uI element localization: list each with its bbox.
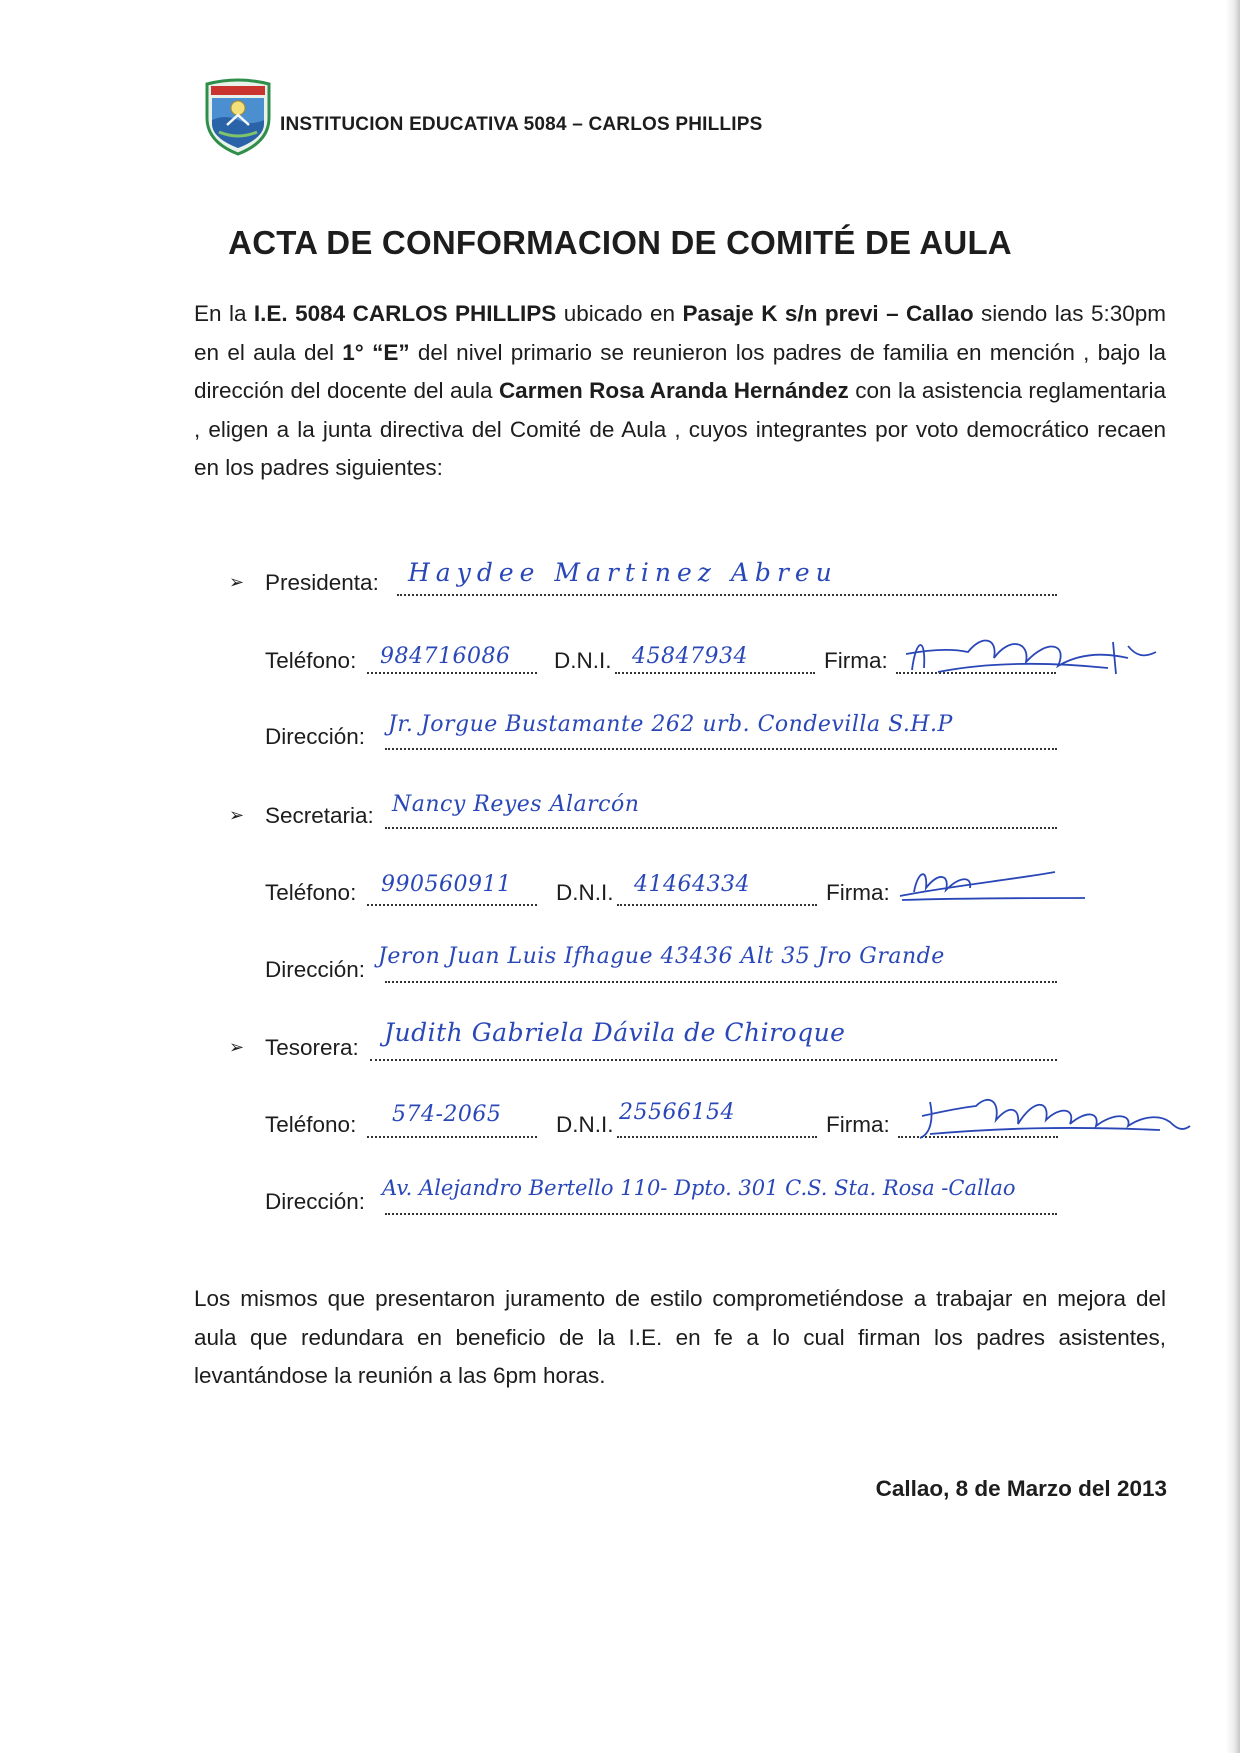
secretaria-direccion: Jeron Juan Luis Ifhague 43436 Alt 35 Jro Grande xyxy=(378,944,945,969)
dotted-line xyxy=(367,904,537,906)
dotted-line xyxy=(617,904,817,906)
secretaria-telefono: 990560911 xyxy=(381,872,512,897)
label-presidenta: Presidenta: xyxy=(265,570,379,595)
scan-edge-shadow xyxy=(1226,0,1240,1753)
tesorera-telefono: 574-2065 xyxy=(392,1102,502,1127)
closing-paragraph: Los mismos que presentaron juramento de estilo comprometiéndose a trabajar en mejora del aula que redundara en beneficio de la I.E. en fe a lo cual firman los padres asistentes, levantándose la reunión a las 6pm horas. xyxy=(194,1286,1166,1388)
label-dni: D.N.I. xyxy=(554,648,612,673)
intro-text-1: En la xyxy=(194,301,254,326)
tesorera-name: Judith Gabriela Dávila de Chiroque xyxy=(384,1018,846,1047)
label-firma: Firma: xyxy=(824,648,888,673)
intro-teacher: Carmen Rosa Aranda Hernández xyxy=(498,378,849,403)
dotted-line xyxy=(397,594,1057,596)
label-telefono: Teléfono: xyxy=(265,1112,357,1137)
dotted-line xyxy=(367,1136,537,1138)
label-telefono: Teléfono: xyxy=(265,648,357,673)
label-firma: Firma: xyxy=(826,1112,890,1137)
dotted-line xyxy=(367,672,537,674)
bullet-icon: ➢ xyxy=(229,572,245,592)
label-dni: D.N.I. xyxy=(556,1112,614,1137)
intro-school: I.E. 5084 CARLOS PHILLIPS xyxy=(253,301,557,326)
school-crest-icon xyxy=(203,78,273,156)
secretaria-name: Nancy Reyes Alarcón xyxy=(392,792,640,817)
dotted-line xyxy=(385,981,1057,983)
document-title: ACTA DE CONFORMACION DE COMITÉ DE AULA xyxy=(228,224,1012,261)
label-direccion: Dirección: xyxy=(265,957,366,982)
presidenta-dni: 45847934 xyxy=(632,644,748,669)
intro-text-5: con la asistencia reglamentaria , eligen a la junta directiva del Comité de Aula , cuyos integrantes por voto democrático recaen en los padres siguientes: xyxy=(194,378,1166,480)
intro-address: Pasaje K s/n previ – Callao xyxy=(682,301,974,326)
secretaria-dni: 41464334 xyxy=(634,872,750,897)
presidenta-direccion: Jr. Jorgue Bustamante 262 urb. Condevilla S.H.P xyxy=(388,712,953,737)
label-telefono: Teléfono: xyxy=(265,880,357,905)
bullet-icon: ➢ xyxy=(229,1037,245,1057)
dotted-line xyxy=(385,748,1057,750)
label-tesorera: Tesorera: xyxy=(265,1035,359,1060)
document-date: Callao, 8 de Marzo del 2013 xyxy=(875,1476,1167,1501)
presidenta-telefono: 984716086 xyxy=(380,644,511,669)
label-dni: D.N.I. xyxy=(556,880,614,905)
tesorera-signature xyxy=(900,1090,1200,1146)
presidenta-signature xyxy=(898,628,1163,684)
tesorera-direccion: Av. Alejandro Bertello 110- Dpto. 301 C.S. Sta. Rosa -Callao xyxy=(382,1176,1016,1200)
label-secretaria: Secretaria: xyxy=(265,803,374,828)
tesorera-dni: 25566154 xyxy=(619,1100,735,1125)
label-firma: Firma: xyxy=(826,880,890,905)
intro-classroom: 1° “E” xyxy=(342,339,410,365)
intro-text-4: del nivel primario se reunieron los padres de familia en mención , bajo la dirección del docente del aula xyxy=(194,339,1166,403)
institution-name: INSTITUCION EDUCATIVA 5084 – CARLOS PHILLIPS xyxy=(280,114,763,135)
presidenta-name: Haydee Martinez Abreu xyxy=(408,558,838,587)
bullet-icon: ➢ xyxy=(229,805,245,825)
intro-text-3: siendo las 5:30pm en el aula del xyxy=(194,301,1166,365)
dotted-line xyxy=(615,672,815,674)
label-direccion: Dirección: xyxy=(265,1189,366,1214)
dotted-line xyxy=(385,1213,1057,1215)
intro-paragraph xyxy=(194,295,1166,488)
label-direccion: Dirección: xyxy=(265,724,366,749)
intro-text-2: ubicado en xyxy=(556,301,683,326)
dotted-line xyxy=(617,1136,817,1138)
dotted-line xyxy=(385,827,1057,829)
dotted-line xyxy=(370,1059,1057,1061)
secretaria-signature xyxy=(880,862,1090,904)
